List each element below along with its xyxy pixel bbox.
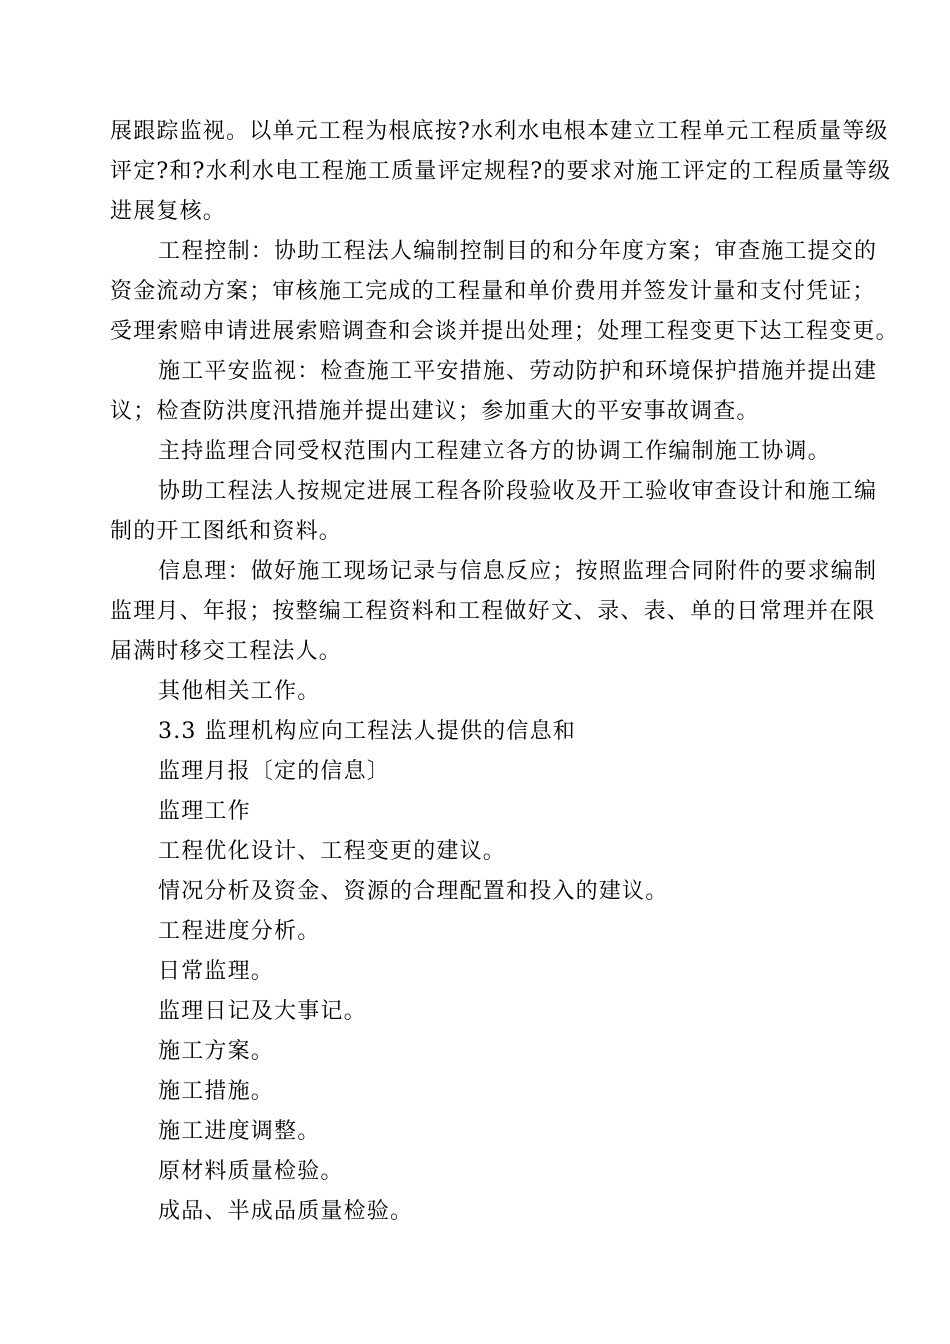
list-item: 情况分析及资金、资源的合理配置和投入的建议。 [158,879,669,904]
list-item: 施工方案。 [158,1039,275,1064]
paragraph-start: 主持监理合同受权范围内工程建立各方的协调工作编制施工协调。 [158,439,831,464]
paragraph-start: 信息理：做好施工现场记录与信息反应；按照监理合同附件的要求编制 [158,559,878,584]
text-line: 届满时移交工程法人。 [110,639,343,664]
list-item: 工程进度分析。 [158,919,321,944]
list-item: 原材料质量检验。 [158,1159,344,1184]
paragraph-start: 施工平安监视：检查施工平安措施、劳动防护和环境保护措施并提出建 [158,359,878,384]
list-item: 工程优化设计、工程变更的建议。 [158,839,507,864]
text-line: 评定?和?水利水电工程施工质量评定规程?的要求对施工评定的工程质量等级 [110,159,892,184]
text-line: 进展复核。 [110,199,227,224]
text-line: 资金流动方案；审核施工完成的工程量和单价费用并签发计量和支付凭证； [110,279,876,304]
text-line: 议；检查防洪度汛措施并提出建议；参加重大的平安事故调查。 [110,399,760,424]
list-item: 成品、半成品质量检验。 [158,1199,414,1224]
text-line: 展跟踪监视。以单元工程为根底按?水利水电根本建立工程单元工程质量等级 [110,119,889,144]
text-line: 制的开工图纸和资料。 [110,519,343,544]
section-heading: 3.3 监理机构应向工程法人提供的信息和 [158,719,576,744]
paragraph-start: 其他相关工作。 [158,679,321,704]
paragraph-start: 工程控制：协助工程法人编制控制目的和分年度方案；审查施工提交的 [158,239,878,264]
list-item: 监理工作 [158,799,251,824]
list-item: 施工措施。 [158,1079,275,1104]
text-line: 受理索赔申请进展索赔调查和会谈并提出处理；处理工程变更下达工程变更。 [110,319,899,344]
paragraph-start: 协助工程法人按规定进展工程各阶段验收及开工验收审查设计和施工编 [158,479,878,504]
list-item: 施工进度调整。 [158,1119,321,1144]
list-item: 监理月报〔定的信息〕 [158,759,391,784]
list-item: 日常监理。 [158,959,275,984]
text-line: 监理月、年报；按整编工程资料和工程做好文、录、表、单的日常理并在限 [110,599,876,624]
list-item: 监理日记及大事记。 [158,999,367,1024]
